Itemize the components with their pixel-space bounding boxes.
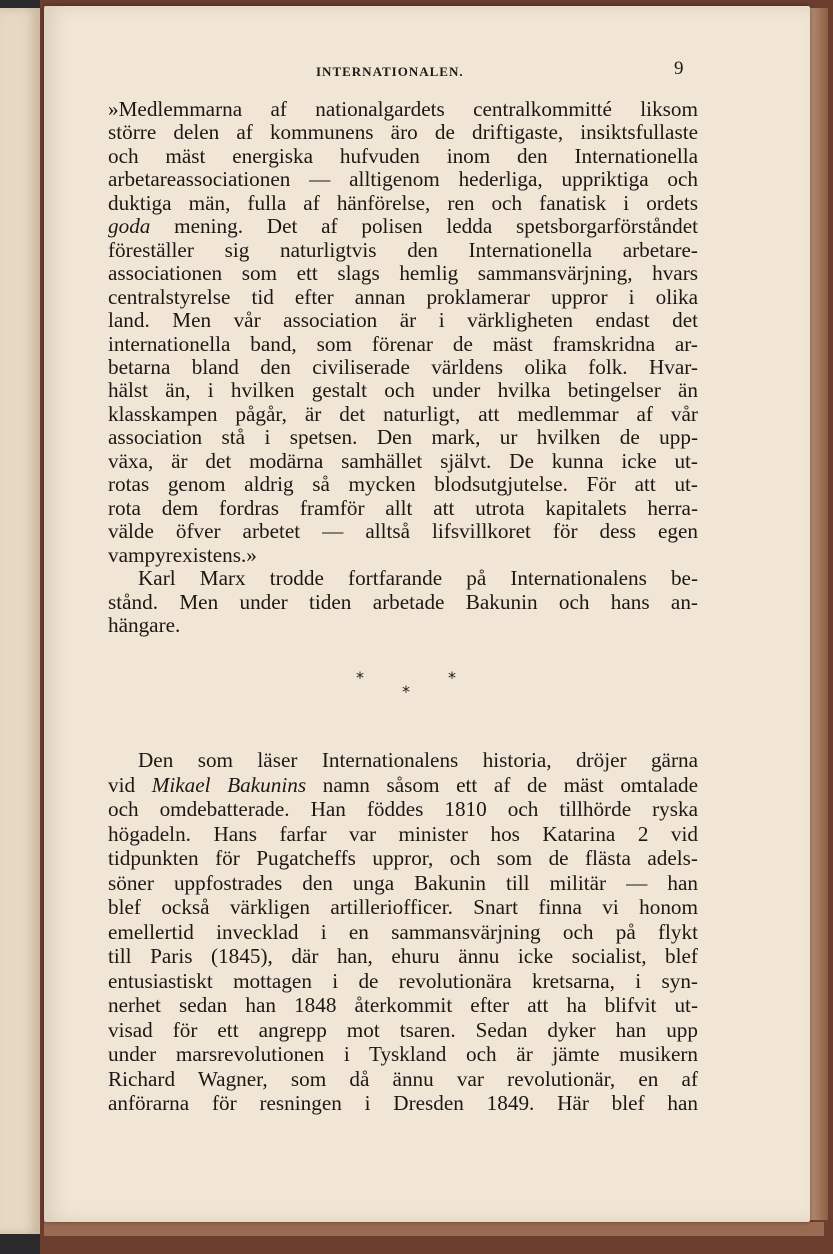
text-block-1 [108, 98, 698, 637]
text-line: Den som läser Internationalens historia, dröjer gärna [138, 748, 698, 772]
text-line: land. Men vår association är i värkligheten endast det [108, 308, 698, 333]
text-line: associationen som ett slags hemlig sammansvärjning, hvars [108, 261, 698, 286]
text-fragment: vid [108, 772, 136, 797]
text-line: emellertid invecklad i en sammansvärjning och på flykt [108, 919, 698, 944]
text-line: anförarna för resningen i Dresden 1849. Här blef han [108, 1091, 698, 1115]
text-line: under marsrevolutionen i Tyskland och är jämte musikern [108, 1042, 698, 1066]
text-line: till Paris (1845), där han, ehuru ännu icke socialist, blef [108, 944, 698, 968]
text-line: söner uppfostrades den unga Bakunin till militär — han [108, 870, 698, 895]
text-line: välde öfver arbetet — alltså lifsvillkoret för dess egen [108, 519, 698, 544]
text-line: arbetareassociationen — alltigenom hederliga, uppriktiga och [108, 167, 698, 192]
text-line: hängare. [108, 612, 181, 637]
text-line: entusiastiskt mottagen i de revolutionära kretsarna, i syn- [108, 968, 698, 993]
text-line: nerhet sedan han 1848 återkommit efter att ha blifvit ut- [108, 993, 698, 1017]
text-line: visad för ett angrepp mot tsaren. Sedan dyker han upp [108, 1017, 698, 1042]
text-line: rota dem fordras framför allt att utrota kapitalets herra- [108, 495, 698, 520]
text-line: och mäst energiska hufvuden inom den Internationella [108, 143, 698, 168]
divider-star: * [402, 682, 410, 701]
text-block-2 [108, 748, 698, 1116]
text-line: blef också värkligen artilleriofficer. Snart finna vi honom [108, 895, 698, 919]
text-line: centralstyrelse tid efter annan proklamerar uppror i olika [108, 284, 698, 309]
text-line: hälst än, i hvilken gestalt och under hvilka betingelser än [108, 378, 698, 403]
italic-word: goda [108, 214, 151, 239]
text-line: betarna bland den civiliserade världens olika folk. Hvar- [108, 354, 698, 379]
text-line: duktiga män, fulla af hänförelse, ren och fanatisk i ordets [108, 190, 698, 215]
text-line: klasskampen pågår, är det naturligt, att medlemmar af vår [108, 401, 698, 426]
text-line: internationella band, som förenar de mäst framskridna ar- [108, 331, 698, 356]
text-line: association stå i spetsen. Den mark, ur hvilken de upp- [108, 425, 698, 450]
page-number: 9 [674, 58, 684, 79]
text-line: vampyrexistens.» [108, 542, 257, 567]
text-line [108, 773, 698, 798]
text-line: stånd. Men under tiden arbetade Bakunin och hans an- [108, 589, 698, 614]
text-line: och omdebatterade. Han föddes 1810 och tillhörde ryska [108, 797, 698, 821]
text-line: Richard Wagner, som då ännu var revolutionär, en af [108, 1066, 698, 1091]
text-line: rotas genom aldrig så mycken blodsutgjutelse. För att ut- [108, 472, 698, 497]
text-fragment: mening. Det af polisen ledda spetsborgarförståndet [174, 214, 699, 239]
page-stack-edge [808, 8, 828, 1220]
text-line: större delen af kommunens äro de driftigaste, insiktsfullaste [108, 120, 698, 145]
divider-star: * [356, 668, 364, 687]
text-line: växa, är det modärna samhället självt. De kunna icke ut- [108, 448, 698, 473]
text-line [108, 215, 698, 238]
running-header: INTERNATIONALEN. [316, 64, 464, 79]
left-page-edge [0, 8, 42, 1234]
text-fragment: namn såsom ett af de mäst omtalade [322, 772, 698, 797]
text-line: tidpunkten för Pugatcheffs uppror, och som de flästa adels- [108, 846, 698, 870]
text-line: Karl Marx trodde fortfarande på Internationalens be- [138, 566, 698, 591]
text-line: föreställer sig naturligtvis den Internationella arbetare- [108, 237, 698, 262]
divider-star: * [448, 668, 456, 687]
text-line: »Medlemmarna af nationalgardets centralkommitté liksom [108, 97, 698, 121]
book-bottom-edge [44, 1222, 824, 1236]
text-line: högadeln. Hans farfar var minister hos Katarina 2 vid [108, 821, 698, 846]
italic-name: Mikael Bakunins [151, 772, 307, 797]
